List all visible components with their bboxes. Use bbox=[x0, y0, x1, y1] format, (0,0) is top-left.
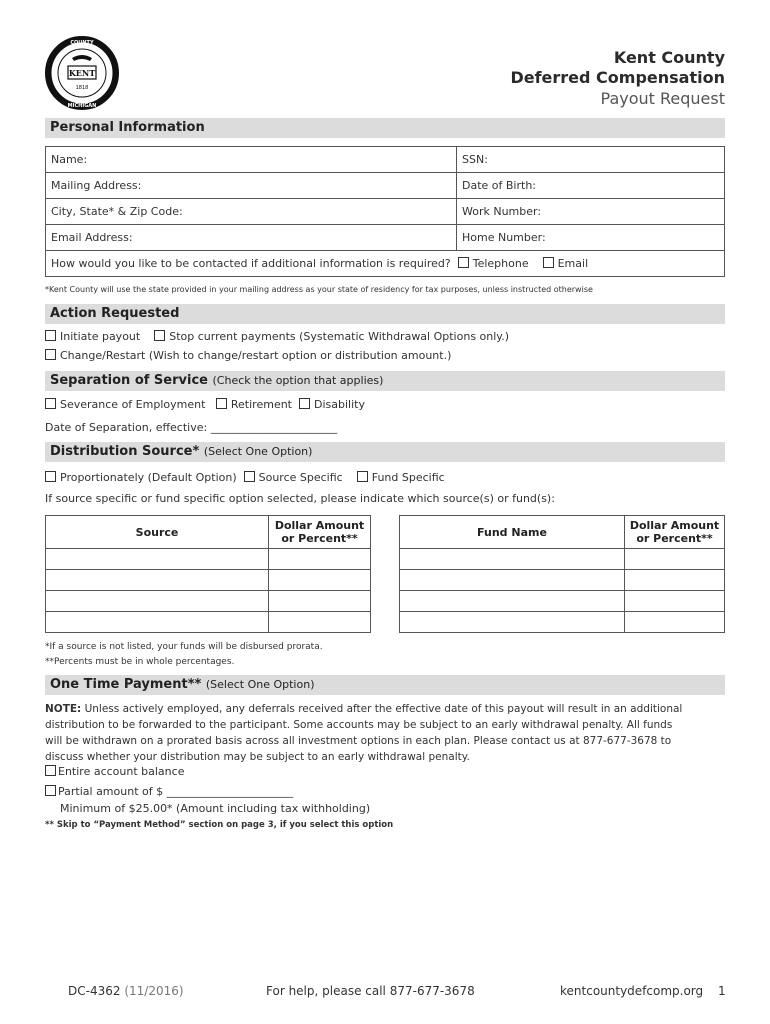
form-title bbox=[510, 48, 725, 110]
entire-balance-option bbox=[45, 765, 184, 778]
note-line-2: distribution to be forwarded to the participant. Some accounts may be subject to an early withdrawal penalty. All funds bbox=[45, 719, 673, 731]
disability-checkbox[interactable] bbox=[299, 398, 310, 409]
change-restart-checkbox[interactable] bbox=[45, 349, 56, 360]
amount-cell[interactable] bbox=[625, 591, 725, 612]
distribution-instructions: If source specific or fund specific option selected, please indicate which source(s) or fund(s): bbox=[45, 492, 555, 505]
severance-checkbox[interactable] bbox=[45, 398, 56, 409]
note-line-4: discuss whether your distribution may be subject to an early withdrawal penalty. bbox=[45, 751, 470, 763]
note-line-3: will be withdrawn on a prorated basis across all investment options in each plan. Please contact us at 877-677-3678 to bbox=[45, 735, 672, 747]
amount-cell[interactable] bbox=[625, 549, 725, 570]
source-specific-checkbox[interactable] bbox=[244, 471, 255, 482]
mailing-address-field[interactable]: Mailing Address: bbox=[46, 173, 457, 199]
amount-cell[interactable] bbox=[269, 612, 371, 633]
proportionately-label: Proportionately (Default Option) bbox=[60, 471, 237, 484]
amount-column-header: Dollar Amount or Percent** bbox=[269, 516, 371, 549]
disability-label: Disability bbox=[314, 398, 365, 411]
source-cell[interactable] bbox=[46, 570, 269, 591]
section-title: Separation of Service bbox=[50, 373, 208, 388]
initiate-payout-checkbox[interactable] bbox=[45, 330, 56, 341]
section-title: One Time Payment** bbox=[50, 677, 202, 692]
section-title: Personal Information bbox=[50, 120, 205, 135]
personal-info-table bbox=[45, 146, 725, 277]
amount-column-header: Dollar Amount or Percent** bbox=[625, 516, 725, 549]
seal-year-text: 1818 bbox=[75, 85, 89, 91]
section-action-requested bbox=[45, 304, 725, 324]
note-label: NOTE: bbox=[45, 703, 82, 715]
section-title: Distribution Source* bbox=[50, 444, 200, 459]
source-specific-label: Source Specific bbox=[258, 471, 343, 484]
amount-cell[interactable] bbox=[269, 570, 371, 591]
fund-cell[interactable] bbox=[400, 612, 625, 633]
section-subtitle: (Select One Option) bbox=[203, 445, 313, 458]
form-number bbox=[68, 984, 184, 998]
source-cell[interactable] bbox=[46, 549, 269, 570]
change-restart-label: Change/Restart (Wish to change/restart option or distribution amount.) bbox=[60, 349, 452, 362]
action-row-2 bbox=[45, 349, 451, 362]
amount-cell[interactable] bbox=[625, 570, 725, 591]
amount-cell[interactable] bbox=[269, 591, 371, 612]
fund-column-header: Fund Name bbox=[400, 516, 625, 549]
source-cell[interactable] bbox=[46, 591, 269, 612]
partial-amount-option bbox=[45, 785, 293, 798]
county-seal bbox=[45, 36, 119, 110]
skip-instruction: ** Skip to “Payment Method” section on page 3, if you select this option bbox=[45, 820, 394, 830]
minimum-amount-text: Minimum of $25.00* (Amount including tax withholding) bbox=[60, 802, 371, 815]
section-title: Action Requested bbox=[50, 306, 180, 321]
section-separation-of-service bbox=[45, 371, 725, 391]
section-distribution-source bbox=[45, 442, 725, 462]
telephone-checkbox[interactable] bbox=[458, 257, 469, 268]
partial-amount-label[interactable]: Partial amount of $ _______________________ bbox=[58, 785, 294, 798]
name-field[interactable]: Name: bbox=[46, 147, 457, 173]
action-row-1 bbox=[45, 330, 509, 343]
fund-cell[interactable] bbox=[400, 591, 625, 612]
section-one-time-payment bbox=[45, 675, 725, 695]
severance-label: Severance of Employment bbox=[60, 398, 206, 411]
seal-top-text: COUNTY bbox=[70, 40, 94, 46]
work-number-field[interactable]: Work Number: bbox=[457, 199, 725, 225]
percent-note: **Percents must be in whole percentages. bbox=[45, 657, 235, 667]
fund-specific-checkbox[interactable] bbox=[357, 471, 368, 482]
retirement-label: Retirement bbox=[230, 398, 292, 411]
home-number-field[interactable]: Home Number: bbox=[457, 225, 725, 251]
amount-cell[interactable] bbox=[269, 549, 371, 570]
source-table bbox=[45, 515, 371, 633]
help-text: For help, please call 877-677-3678 bbox=[266, 984, 475, 998]
entire-balance-label: Entire account balance bbox=[58, 765, 185, 778]
separation-date-field[interactable]: Date of Separation, effective: _______________________ bbox=[45, 421, 338, 434]
website-link[interactable]: kentcountydefcomp.org bbox=[560, 984, 704, 998]
seal-bottom-text: MICHIGAN bbox=[67, 103, 97, 109]
amount-cell[interactable] bbox=[625, 612, 725, 633]
title-line-1: Kent County bbox=[613, 48, 725, 67]
separation-options bbox=[45, 398, 365, 411]
prorata-note: *If a source is not listed, your funds will be disbursed prorata. bbox=[45, 642, 323, 652]
residency-note: *Kent County will use the state provided in your mailing address as your state of residency for tax purposes, unless instructed otherwise bbox=[45, 285, 593, 294]
partial-amount-checkbox[interactable] bbox=[45, 785, 56, 796]
source-column-header: Source bbox=[46, 516, 269, 549]
fund-specific-label: Fund Specific bbox=[371, 471, 445, 484]
fund-cell[interactable] bbox=[400, 570, 625, 591]
telephone-label: Telephone bbox=[472, 257, 529, 270]
section-subtitle: (Select One Option) bbox=[205, 678, 315, 691]
one-time-note bbox=[45, 701, 725, 765]
page-number: 1 bbox=[718, 984, 726, 998]
section-personal-information bbox=[45, 118, 725, 138]
entire-balance-checkbox[interactable] bbox=[45, 765, 56, 776]
title-line-3: Payout Request bbox=[600, 89, 725, 108]
initiate-payout-label: Initiate payout bbox=[60, 330, 141, 343]
contact-question: How would you like to be contacted if additional information is required? bbox=[51, 257, 451, 270]
note-line-1: Unless actively employed, any deferrals received after the effective date of this payout will result in an additional bbox=[84, 703, 683, 715]
email-checkbox[interactable] bbox=[543, 257, 554, 268]
fund-table bbox=[399, 515, 725, 633]
fund-cell[interactable] bbox=[400, 549, 625, 570]
form-code: DC-4362 bbox=[68, 984, 121, 998]
contact-preference-row bbox=[46, 251, 725, 277]
distribution-options bbox=[45, 471, 445, 484]
ssn-field[interactable]: SSN: bbox=[457, 147, 725, 173]
date-of-birth-field[interactable]: Date of Birth: bbox=[457, 173, 725, 199]
source-cell[interactable] bbox=[46, 612, 269, 633]
city-state-zip-field[interactable]: City, State* & Zip Code: bbox=[46, 199, 457, 225]
stop-payments-label: Stop current payments (Systematic Withdrawal Options only.) bbox=[169, 330, 510, 343]
form-date: (11/2016) bbox=[124, 984, 184, 998]
email-address-field[interactable]: Email Address: bbox=[46, 225, 457, 251]
title-line-2: Deferred Compensation bbox=[510, 68, 725, 87]
retirement-checkbox[interactable] bbox=[216, 398, 227, 409]
email-label: Email bbox=[557, 257, 589, 270]
stop-payments-checkbox[interactable] bbox=[154, 330, 165, 341]
proportionately-checkbox[interactable] bbox=[45, 471, 56, 482]
seal-center-text: KENT bbox=[68, 68, 96, 78]
section-subtitle: (Check the option that applies) bbox=[212, 374, 384, 387]
